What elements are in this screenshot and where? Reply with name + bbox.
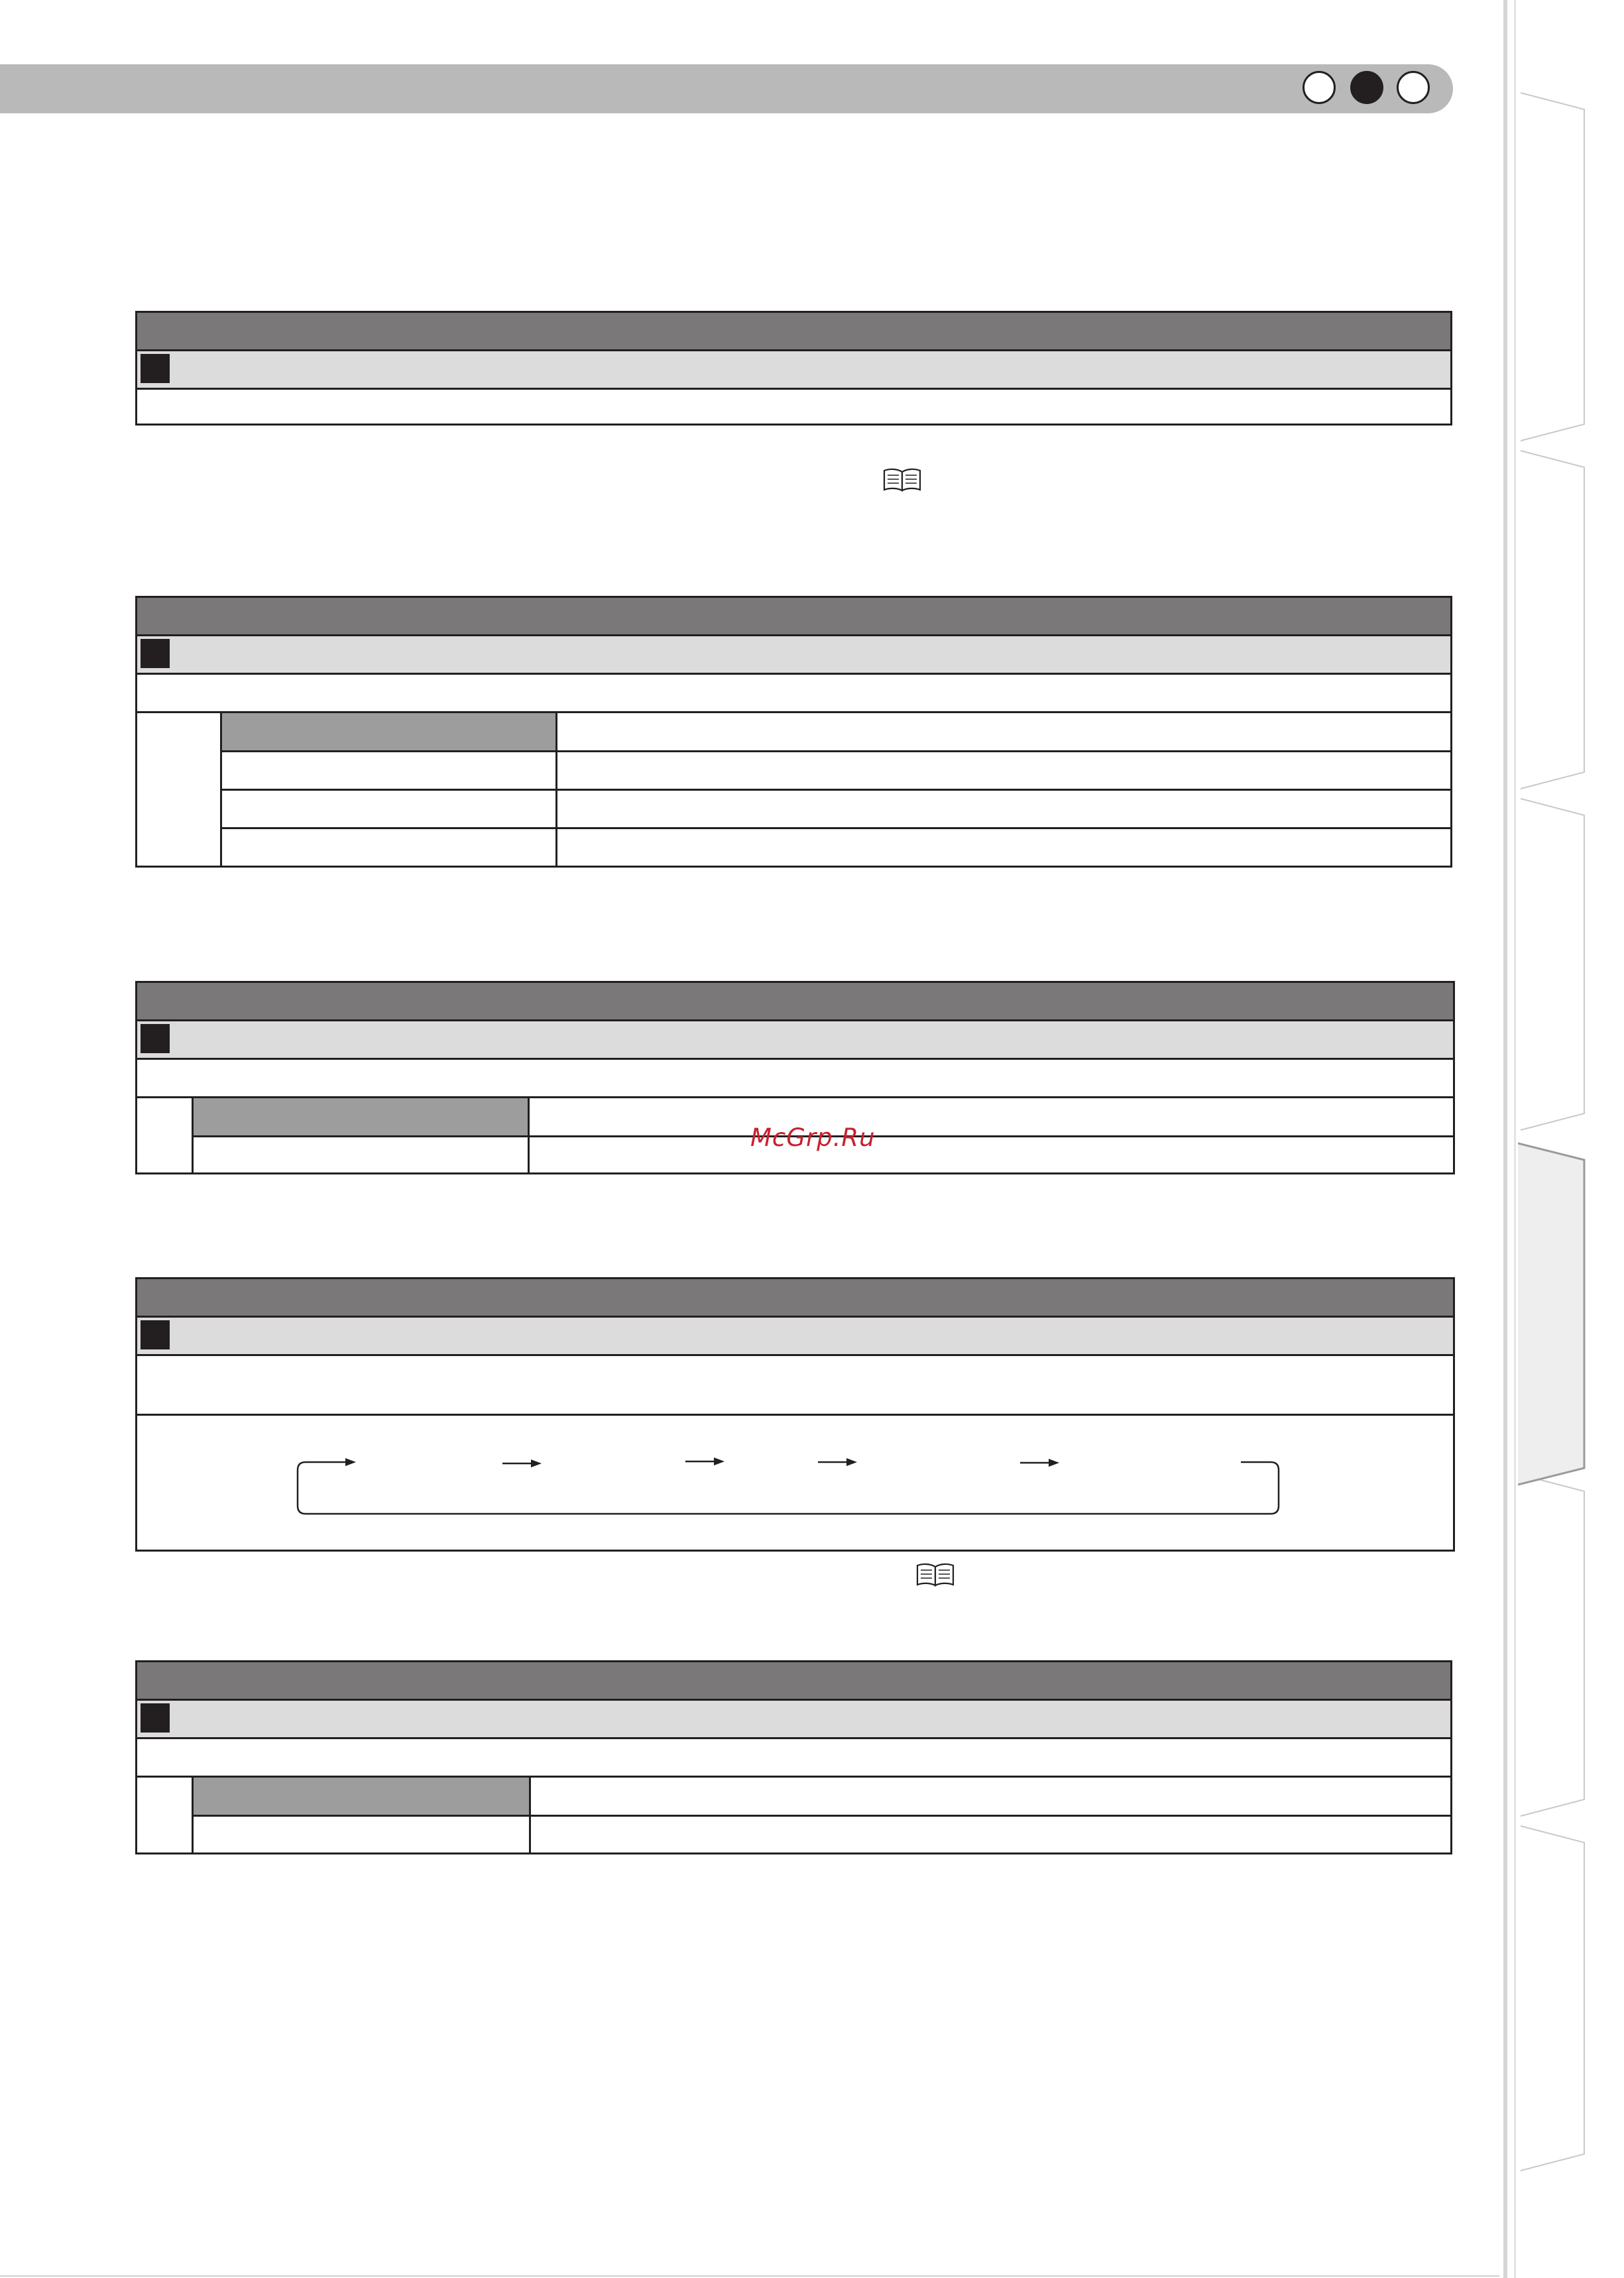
index-tab: [1521, 799, 1584, 1130]
table-description-row: [137, 1739, 1450, 1778]
table-header: [137, 313, 1450, 351]
index-tabs: [1518, 0, 1624, 2278]
cycle-diagram-row: [137, 1416, 1453, 1550]
table-header: [137, 1662, 1450, 1701]
book-icon: [882, 467, 923, 494]
section-marker: [141, 1703, 170, 1733]
table-header: [137, 1279, 1453, 1318]
top-banner: [0, 64, 1453, 113]
indicator-circle-open: [1303, 71, 1336, 104]
table-description-row: [137, 1060, 1453, 1098]
table-header: [137, 598, 1450, 636]
indicator-circle-open: [1397, 71, 1430, 104]
table-subheader: [137, 1701, 1450, 1739]
cycle-diagram: [137, 1416, 1453, 1550]
option-header-cell: [194, 1778, 529, 1815]
cycle-return-line: [298, 1462, 1279, 1514]
page-edge-inner: [1514, 0, 1516, 2278]
table-subheader: [137, 636, 1450, 675]
table-description-row: [137, 1356, 1453, 1416]
arrowhead: [846, 1458, 857, 1466]
arrowhead: [1049, 1459, 1059, 1467]
bottom-rule: [0, 2275, 1499, 2277]
option-header-cell: [222, 713, 555, 750]
index-tab: [1521, 451, 1584, 789]
section-marker: [141, 1024, 170, 1053]
setting-table: [135, 311, 1452, 426]
table-subheader: [137, 1021, 1453, 1060]
arrowhead: [531, 1459, 542, 1467]
table-divider: [220, 827, 1450, 829]
index-tab: [1521, 1475, 1584, 1816]
table-header: [137, 983, 1453, 1021]
table-description-row: [137, 390, 1450, 424]
table-divider: [220, 750, 1450, 752]
index-tab: [1521, 1826, 1584, 2171]
indicator-circle-filled: [1350, 71, 1383, 104]
option-header-cell: [194, 1098, 528, 1135]
watermark: McGrp.Ru: [750, 1123, 876, 1152]
index-tab-active: [1518, 1143, 1584, 1485]
index-tab: [1521, 93, 1584, 441]
arrowhead: [714, 1457, 725, 1465]
table-divider: [220, 789, 1450, 791]
table-subheader: [137, 1318, 1453, 1356]
setting-table: [135, 596, 1452, 868]
table-divider: [192, 1815, 1450, 1817]
section-marker: [141, 639, 170, 668]
setting-table: [135, 1277, 1455, 1552]
book-icon: [915, 1562, 956, 1589]
setting-table: [135, 1660, 1452, 1854]
section-marker: [141, 1320, 170, 1349]
table-description-row: [137, 675, 1450, 713]
page-edge: [1503, 0, 1507, 2278]
section-marker: [141, 354, 170, 383]
table-subheader: [137, 351, 1450, 390]
arrowhead: [345, 1458, 356, 1466]
